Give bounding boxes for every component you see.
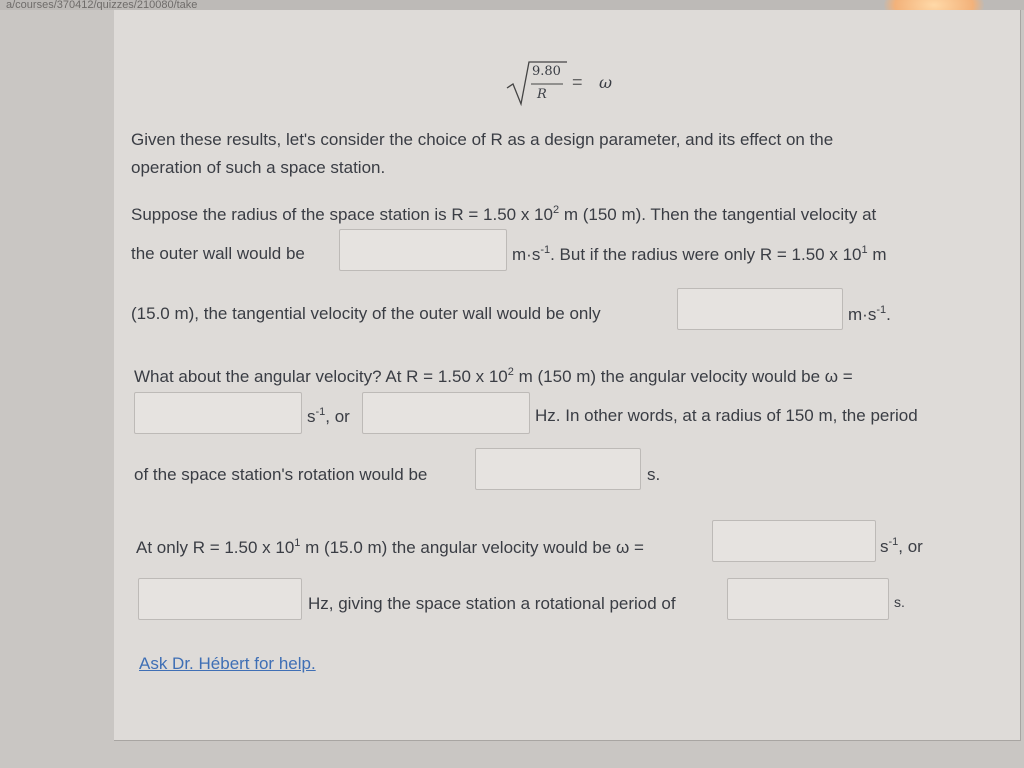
angular-velocity-15m-input[interactable] (712, 520, 876, 562)
para1-line1: Given these results, let's consider the choice of R as a design parameter, and its effect on the (131, 130, 834, 149)
frequency-15m-input[interactable] (138, 578, 302, 620)
para3-line3-label: of the space station's rotation would be (134, 465, 428, 484)
para3-unit-s: $s^{-1}$, or (307, 406, 350, 426)
para3-hz-text: Hz. In other words, at a radius of 150 m, the period (535, 406, 918, 425)
para4-unit-s: $s^{-1}$, or (880, 536, 923, 556)
para3-unit-sec: s. (647, 465, 661, 484)
frequency-150m-input[interactable] (362, 392, 530, 434)
formula-equals: = (572, 72, 583, 92)
ask-for-help-link[interactable]: Ask Dr. Hébert for help. (139, 654, 316, 673)
tangential-velocity-150m-input[interactable] (339, 229, 507, 271)
para2-unit2: $m\cdot s^{-1}$. (848, 304, 891, 324)
formula-denominator: R (537, 87, 547, 102)
period-15m-input[interactable] (727, 578, 889, 620)
browser-url-fragment: a/courses/370412/quizzes/210080/take (0, 0, 1024, 10)
para4-unit-sec: s. (894, 594, 905, 610)
angular-velocity-150m-input[interactable] (134, 392, 302, 434)
para4-hz-text: Hz, giving the space station a rotational period of (308, 594, 676, 613)
tangential-velocity-15m-input[interactable] (677, 288, 843, 330)
para2-line2-rest: $m\cdot s^{-1}$. But if the radius were only R = 1.50 x $10^1$ m (512, 244, 887, 264)
omega-formula (505, 60, 635, 110)
para2-line3-label: (15.0 m), the tangential velocity of the outer wall would be only (131, 304, 601, 323)
formula-omega: ω (599, 73, 613, 92)
sqrt-sign-icon (505, 60, 635, 110)
para3-line1: What about the angular velocity? At R = 1.50 x $10^2$ m (150 m) the angular velocity would be ω = (134, 366, 853, 386)
para2-line2-label: the outer wall would be (131, 244, 305, 263)
period-150m-input[interactable] (475, 448, 641, 490)
para1-line2: operation of such a space station. (131, 158, 386, 177)
para2-line1: Suppose the radius of the space station is R = 1.50 x $10^2$ m (150 m). Then the tangential velocity at (131, 204, 877, 224)
formula-numerator: 9.80 (532, 64, 561, 79)
para4-line1: At only R = 1.50 x $10^1$ m (15.0 m) the angular velocity would be ω = (136, 537, 644, 557)
